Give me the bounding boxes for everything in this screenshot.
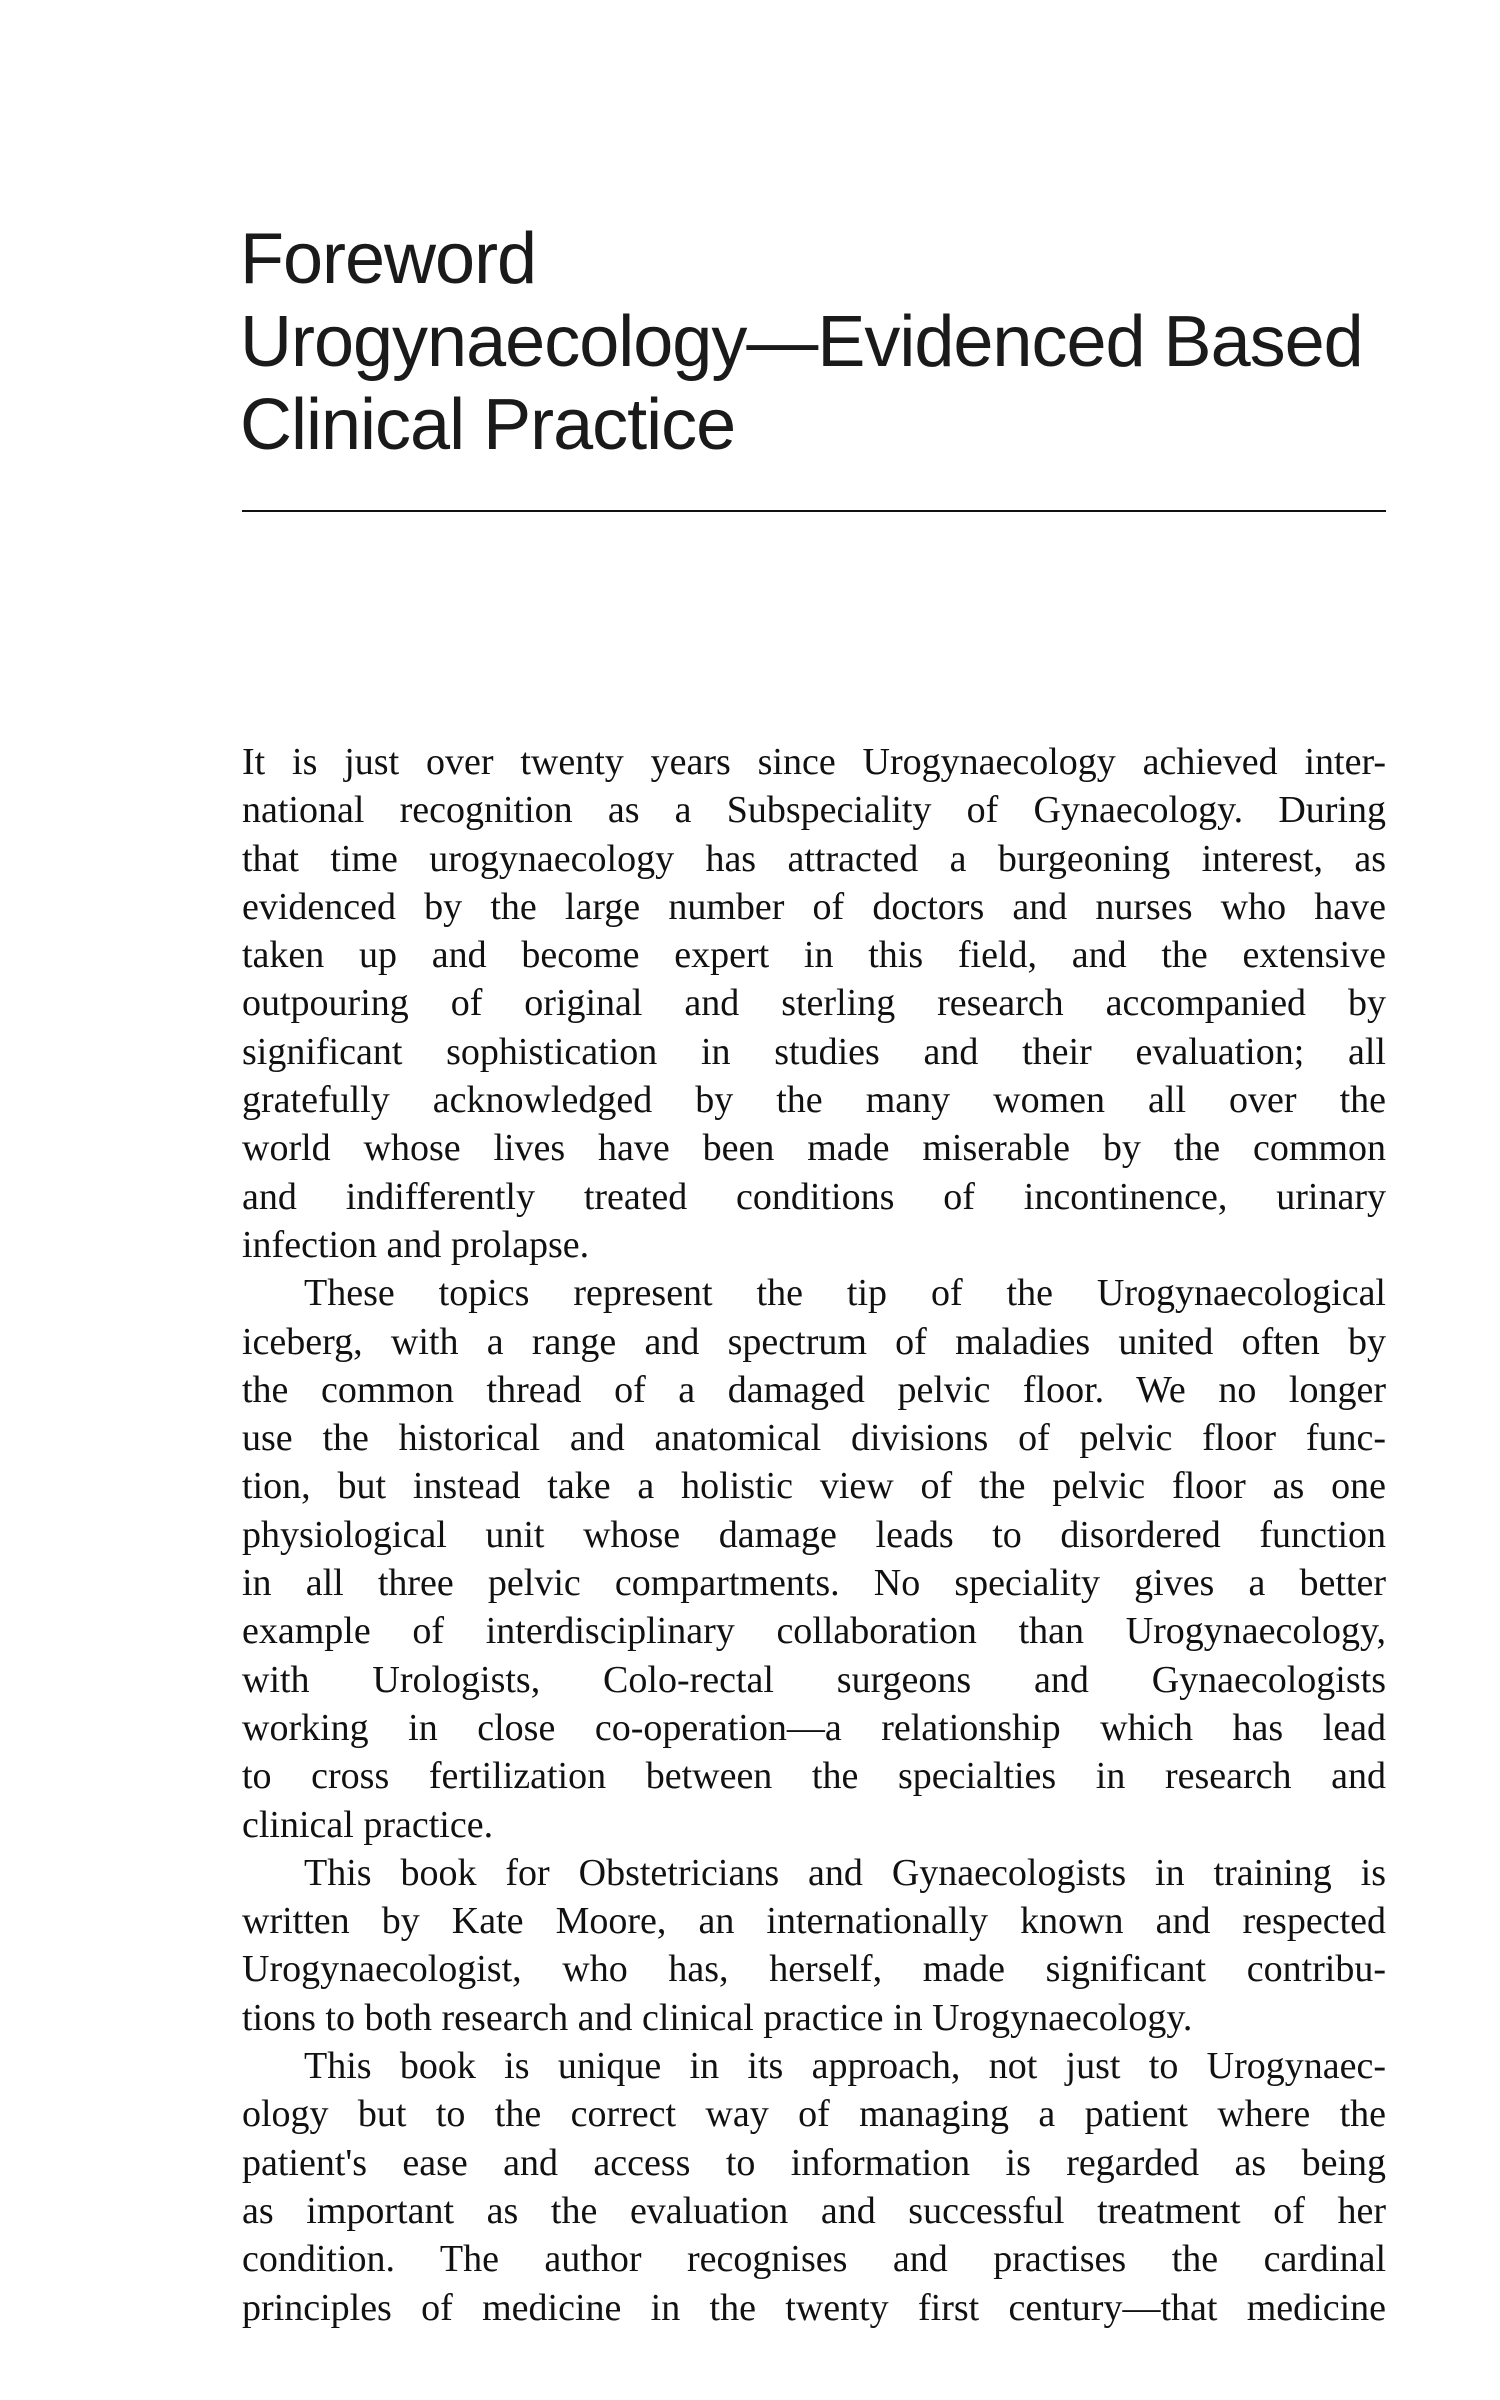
text-line: with Urologists, Colo-rectal surgeons and Gynaecologists bbox=[242, 1658, 1386, 1701]
text-line: that time urogynaecology has attracted a burgeoning interest, as bbox=[242, 837, 1386, 880]
text-line: ology but to the correct way of managing a patient where the bbox=[242, 2093, 1386, 2136]
paragraph bbox=[242, 1849, 1386, 2042]
text-line: world whose lives have been made miserable by the common bbox=[242, 1127, 1386, 1170]
text-line: This book for Obstetricians and Gynaecologists in training is bbox=[304, 1851, 1386, 1894]
text-line: patient's ease and access to information is regarded as being bbox=[242, 2141, 1386, 2184]
title-line: Clinical Practice bbox=[240, 385, 736, 465]
text-line: taken up and become expert in this field, and the extensive bbox=[242, 934, 1386, 977]
text-line: It is just over twenty years since Urogynaecology achieved inter- bbox=[242, 741, 1386, 783]
text-line: iceberg, with a range and spectrum of maladies united often by bbox=[242, 1320, 1386, 1363]
text-line: This book is unique in its approach, not just to Urogynaec- bbox=[304, 2045, 1386, 2088]
text-line: working in close co-operation—a relationship which has lead bbox=[242, 1706, 1386, 1749]
title-line: Foreword bbox=[240, 219, 537, 299]
body-text bbox=[242, 738, 1386, 2332]
text-line: to cross fertilization between the specialties in research and bbox=[242, 1755, 1386, 1798]
text-line: and indifferently treated conditions of incontinence, urinary bbox=[242, 1175, 1386, 1218]
text-line: tion, but instead take a holistic view of the pelvic floor as one bbox=[242, 1465, 1386, 1508]
text-line: gratefully acknowledged by the many women all over the bbox=[242, 1079, 1386, 1122]
text-line: as important as the evaluation and successful treatment of her bbox=[242, 2189, 1386, 2232]
text-line: national recognition as a Subspeciality of Gynaecology. During bbox=[242, 789, 1386, 832]
paragraph bbox=[242, 1269, 1386, 1849]
title-line: Urogynaecology—Evidenced Based bbox=[240, 302, 1363, 382]
text-line: use the historical and anatomical divisions of pelvic floor func- bbox=[242, 1417, 1386, 1460]
text-line: clinical practice. bbox=[242, 1803, 494, 1846]
text-line: written by Kate Moore, an internationally known and respected bbox=[242, 1900, 1386, 1943]
text-line: the common thread of a damaged pelvic floor. We no longer bbox=[242, 1368, 1386, 1411]
text-line: infection and prolapse. bbox=[242, 1223, 590, 1266]
text-line: Urogynaecologist, who has, herself, made significant contribu- bbox=[242, 1948, 1386, 1991]
text-line: condition. The author recognises and practises the cardinal bbox=[242, 2238, 1386, 2281]
chapter-title bbox=[240, 218, 1363, 467]
text-line: evidenced by the large number of doctors and nurses who have bbox=[242, 885, 1386, 928]
text-line: principles of medicine in the twenty first century—that medicine bbox=[242, 2286, 1386, 2329]
text-line: These topics represent the tip of the Urogynaecological bbox=[304, 1272, 1386, 1315]
text-line: significant sophistication in studies and their evaluation; all bbox=[242, 1030, 1386, 1073]
paragraph bbox=[242, 2042, 1386, 2332]
text-line: physiological unit whose damage leads to disordered function bbox=[242, 1513, 1386, 1556]
text-line: example of interdisciplinary collaboration than Urogynaecology, bbox=[242, 1610, 1386, 1653]
paragraph bbox=[242, 738, 1386, 1269]
text-line: outpouring of original and sterling research accompanied by bbox=[242, 982, 1386, 1025]
title-divider bbox=[242, 510, 1386, 512]
text-line: in all three pelvic compartments. No speciality gives a better bbox=[242, 1562, 1386, 1605]
text-line: tions to both research and clinical practice in Urogynaecology. bbox=[242, 1996, 1193, 2039]
